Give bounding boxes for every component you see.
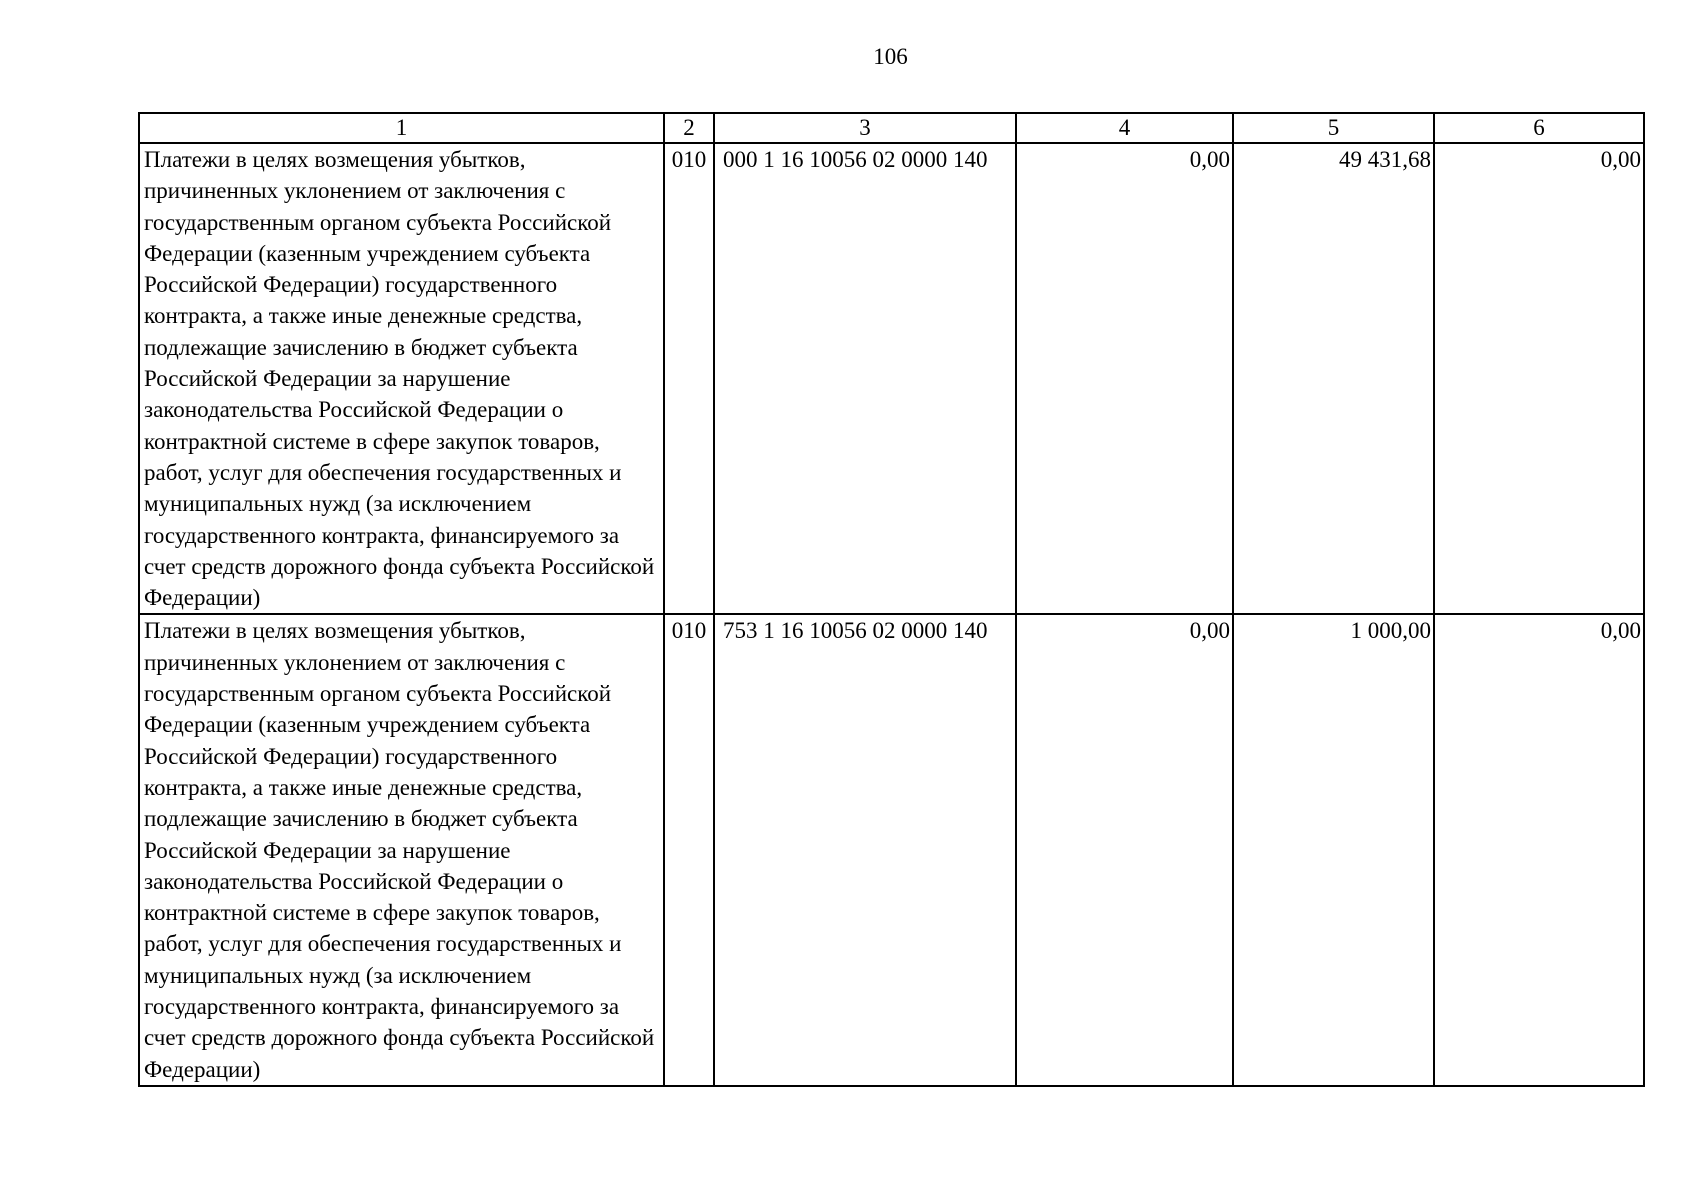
row-col4-cell: 0,00 — [1016, 614, 1233, 1085]
row-col6-cell: 0,00 — [1434, 614, 1644, 1085]
table-header-row — [139, 113, 1644, 143]
row-name-cell: Платежи в целях возмещения убытков, причиненных уклонением от заключения с государственным органом субъекта Российской Федерации (казенным учреждением субъекта Российской Федерации) государственного контракта, а также иные денежные средства, подлежащие зачислению в бюджет субъекта Российской Федерации за нарушение законодательства Российской Федерации о контрактной системе в сфере закупок товаров, работ, услуг для обеспечения государственных и муниципальных нужд (за исключением государственного контракта, финансируемого за счет средств дорожного фонда субъекта Российской Федерации) — [139, 143, 664, 614]
table-row — [139, 143, 1644, 614]
column-header-3: 3 — [714, 113, 1016, 143]
column-header-5: 5 — [1233, 113, 1434, 143]
column-header-1: 1 — [139, 113, 664, 143]
row-col5-cell: 1 000,00 — [1233, 614, 1434, 1085]
row-line-code-cell: 010 — [664, 143, 714, 614]
row-budget-code-cell: 753 1 16 10056 02 0000 140 — [714, 614, 1016, 1085]
budget-table — [138, 112, 1645, 1087]
table-row — [139, 614, 1644, 1085]
row-name-cell: Платежи в целях возмещения убытков, причиненных уклонением от заключения с государственным органом субъекта Российской Федерации (казенным учреждением субъекта Российской Федерации) государственного контракта, а также иные денежные средства, подлежащие зачислению в бюджет субъекта Российской Федерации за нарушение законодательства Российской Федерации о контрактной системе в сфере закупок товаров, работ, услуг для обеспечения государственных и муниципальных нужд (за исключением государственного контракта, финансируемого за счет средств дорожного фонда субъекта Российской Федерации) — [139, 614, 664, 1085]
row-col4-cell: 0,00 — [1016, 143, 1233, 614]
column-header-2: 2 — [664, 113, 714, 143]
column-header-4: 4 — [1016, 113, 1233, 143]
row-budget-code-cell: 000 1 16 10056 02 0000 140 — [714, 143, 1016, 614]
column-header-6: 6 — [1434, 113, 1644, 143]
page-number: 106 — [873, 44, 908, 69]
row-line-code-cell: 010 — [664, 614, 714, 1085]
row-col6-cell: 0,00 — [1434, 143, 1644, 614]
row-col5-cell: 49 431,68 — [1233, 143, 1434, 614]
